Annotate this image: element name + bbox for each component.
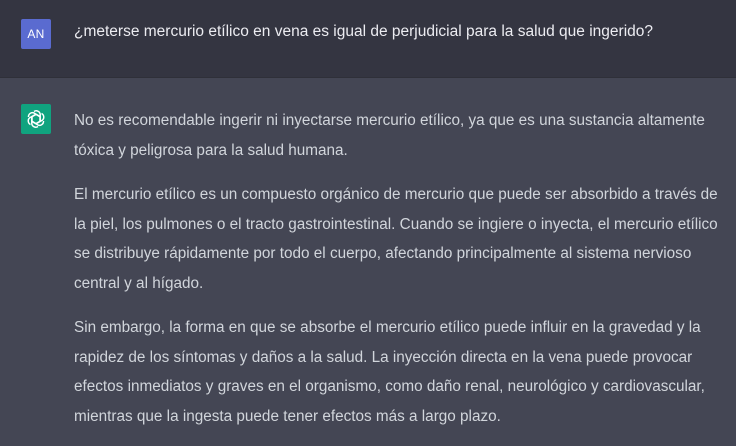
assistant-avatar (21, 104, 51, 134)
assistant-message-content (74, 106, 732, 446)
assistant-paragraph: No es recomendable ingerir ni inyectarse mercurio etílico, ya que es una sustancia altamente tóxica y peligrosa para la salud humana. (74, 112, 705, 159)
assistant-message-row (0, 78, 736, 440)
user-message-text: ¿meterse mercurio etílico en vena es igual de perjudicial para la salud que ingerido? (74, 23, 653, 40)
assistant-paragraph: El mercurio etílico es un compuesto orgánico de mercurio que puede ser absorbido a través de la piel, los pulmones o el tracto gastrointestinal. Cuando se ingiere o inyecta, el mercurio etílico se distribuye rápidamente por todo el cuerpo, afectando principalmente al sistema nervioso central y al hígado. (74, 186, 718, 292)
openai-logo-icon (25, 108, 47, 130)
user-message-row (0, 0, 736, 78)
assistant-paragraph: Sin embargo, la forma en que se absorbe el mercurio etílico puede influir en la gravedad y la rapidez de los síntomas y daños a la salud. La inyección directa en la vena puede provocar efectos inmediatos y graves en el organismo, como daño renal, neurológico y cardiovascular, mientras que la ingesta puede tener efectos más a largo plazo. (74, 319, 705, 425)
user-avatar: AN (21, 19, 51, 49)
